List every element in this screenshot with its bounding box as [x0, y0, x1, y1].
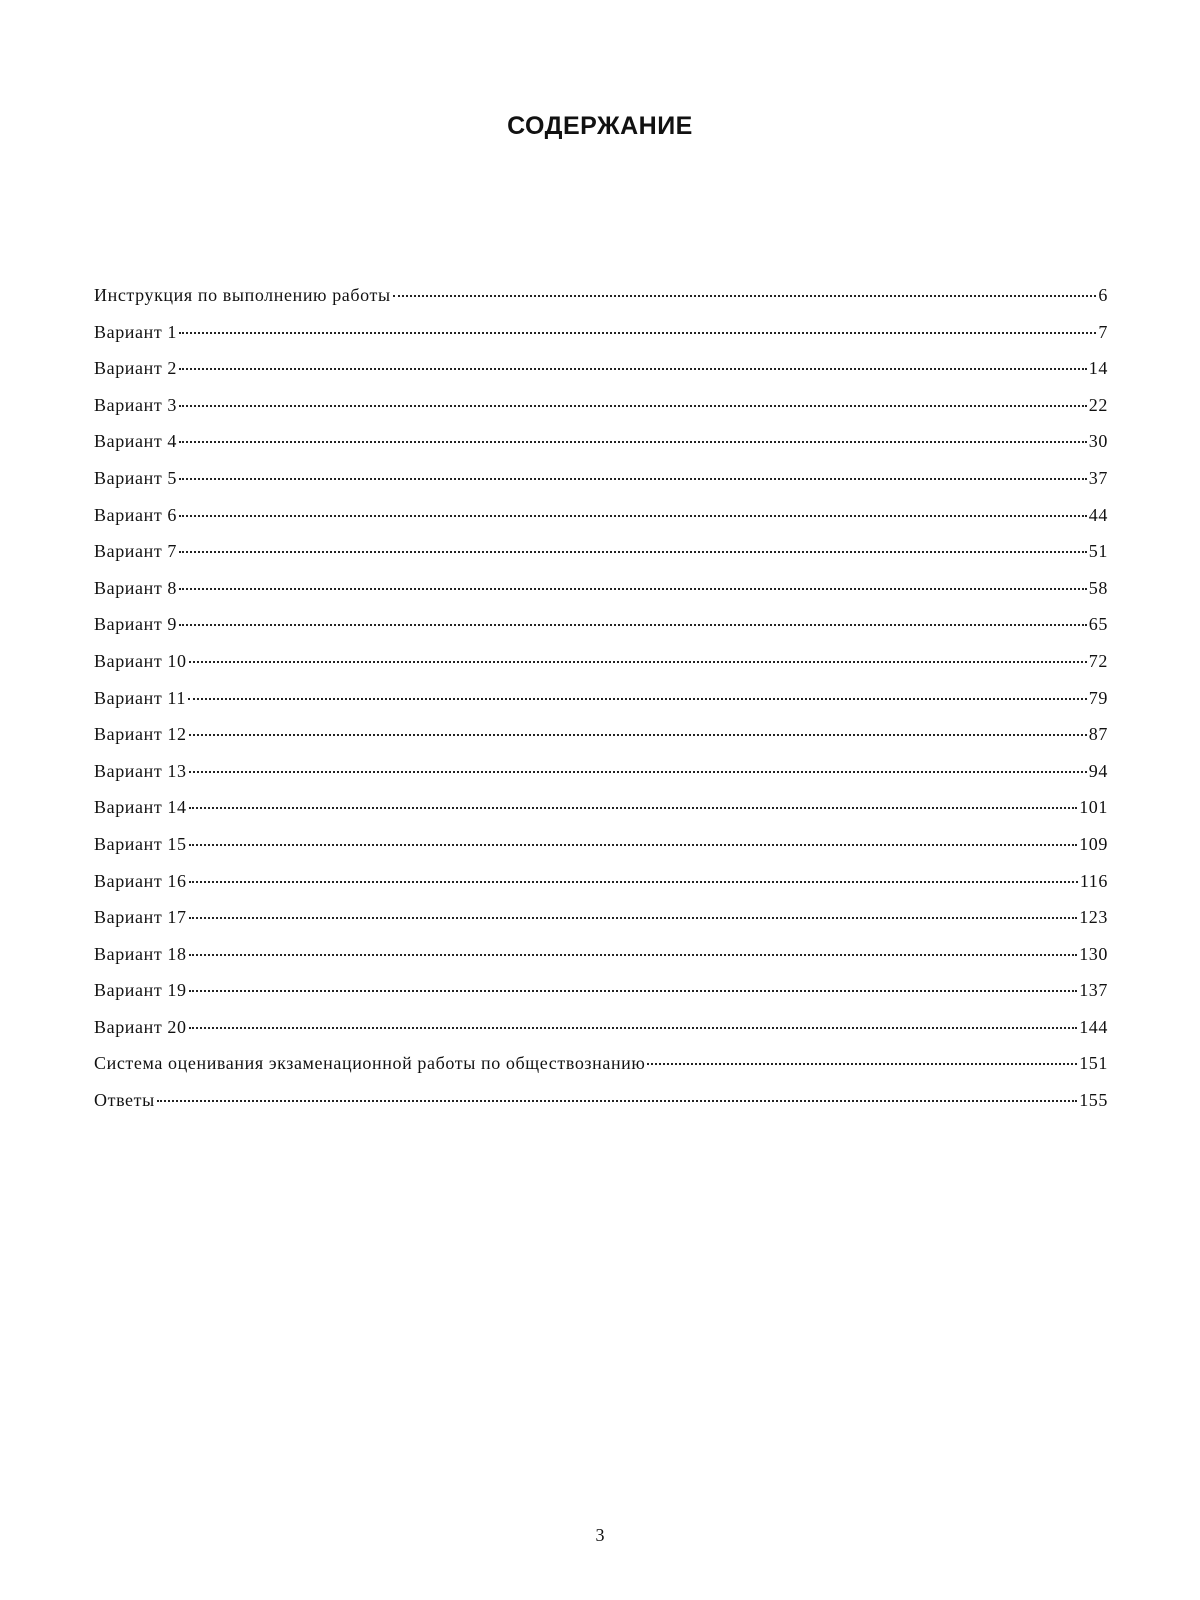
toc-entry-page: 14 — [1088, 358, 1108, 379]
toc-entry[interactable] — [94, 1053, 1108, 1090]
toc-entry-label: Вариант 16 — [94, 870, 187, 891]
toc-entry-label: Вариант 3 — [94, 394, 178, 415]
dot-leader — [189, 844, 1078, 846]
dot-leader — [179, 478, 1087, 480]
dot-leader — [189, 661, 1087, 663]
toc-entry-page: 30 — [1088, 431, 1108, 452]
toc-entry-label: Вариант 5 — [94, 467, 178, 488]
toc-entry-page: 137 — [1079, 980, 1108, 1001]
dot-leader — [189, 881, 1078, 883]
toc-entry[interactable] — [94, 797, 1108, 834]
dot-leader — [189, 917, 1078, 919]
toc-entry-label: Ответы — [94, 1090, 155, 1111]
dot-leader — [179, 441, 1087, 443]
toc-entry-page: 79 — [1088, 687, 1108, 708]
toc-entry-label: Вариант 17 — [94, 907, 187, 928]
toc-entry[interactable] — [94, 578, 1108, 615]
toc-entry-page: 123 — [1079, 907, 1108, 928]
toc-entry-page: 151 — [1079, 1053, 1108, 1074]
toc-entry-page: 155 — [1079, 1090, 1108, 1111]
toc-entry-label: Вариант 11 — [94, 687, 186, 708]
dot-leader — [179, 368, 1087, 370]
toc-entry-page: 116 — [1079, 870, 1108, 891]
dot-leader — [157, 1100, 1077, 1102]
toc-entry[interactable] — [94, 724, 1108, 761]
toc-entry-label: Вариант 15 — [94, 833, 187, 854]
dot-leader — [647, 1063, 1077, 1065]
toc-entry-page: 72 — [1088, 650, 1108, 671]
toc-entry[interactable] — [94, 1090, 1108, 1127]
toc-entry[interactable] — [94, 980, 1108, 1017]
toc-entry-page: 101 — [1079, 797, 1108, 818]
dot-leader — [179, 588, 1087, 590]
toc-entry-page: 109 — [1079, 833, 1108, 854]
dot-leader — [189, 807, 1078, 809]
toc-entry[interactable] — [94, 1017, 1108, 1054]
toc-entry-label: Вариант 8 — [94, 577, 178, 598]
table-of-contents — [94, 285, 1108, 1127]
dot-leader — [189, 990, 1078, 992]
dot-leader — [393, 295, 1097, 297]
toc-entry[interactable] — [94, 761, 1108, 798]
dot-leader — [189, 771, 1087, 773]
toc-entry-page: 37 — [1088, 467, 1108, 488]
toc-entry[interactable] — [94, 395, 1108, 432]
dot-leader — [179, 405, 1087, 407]
toc-entry[interactable] — [94, 651, 1108, 688]
toc-entry[interactable] — [94, 688, 1108, 725]
dot-leader — [189, 954, 1078, 956]
toc-entry-page: 6 — [1098, 285, 1108, 305]
dot-leader — [179, 624, 1087, 626]
toc-entry[interactable] — [94, 871, 1108, 908]
toc-entry[interactable] — [94, 944, 1108, 981]
toc-entry-label: Вариант 1 — [94, 321, 178, 342]
toc-entry[interactable] — [94, 541, 1108, 578]
dot-leader — [189, 734, 1087, 736]
toc-entry-label: Вариант 7 — [94, 541, 178, 562]
dot-leader — [179, 515, 1087, 517]
toc-entry-page: 7 — [1098, 321, 1108, 342]
toc-entry-label: Инструкция по выполнению работы — [94, 285, 391, 305]
toc-entry-label: Вариант 12 — [94, 724, 187, 745]
toc-entry-page: 94 — [1088, 760, 1108, 781]
toc-entry-label: Вариант 19 — [94, 980, 187, 1001]
toc-entry-label: Вариант 10 — [94, 650, 187, 671]
toc-entry-label: Вариант 2 — [94, 358, 178, 379]
dot-leader — [179, 332, 1096, 334]
toc-entry-label: Вариант 9 — [94, 614, 178, 635]
toc-entry-label: Вариант 4 — [94, 431, 178, 452]
toc-entry-page: 51 — [1088, 541, 1108, 562]
toc-entry-page: 144 — [1079, 1016, 1108, 1037]
page-number: 3 — [595, 1525, 605, 1545]
toc-entry[interactable] — [94, 468, 1108, 505]
dot-leader — [188, 698, 1087, 700]
toc-entry-label: Вариант 14 — [94, 797, 187, 818]
toc-entry[interactable] — [94, 322, 1108, 359]
toc-entry-label: Вариант 13 — [94, 760, 187, 781]
toc-entry-page: 65 — [1088, 614, 1108, 635]
toc-entry-page: 44 — [1088, 504, 1108, 525]
toc-entry-page: 58 — [1088, 577, 1108, 598]
dot-leader — [179, 551, 1087, 553]
toc-entry[interactable] — [94, 285, 1108, 322]
toc-entry[interactable] — [94, 614, 1108, 651]
toc-entry-label: Вариант 18 — [94, 943, 187, 964]
toc-entry-page: 87 — [1088, 724, 1108, 745]
toc-entry-page: 130 — [1079, 943, 1108, 964]
toc-entry[interactable] — [94, 907, 1108, 944]
toc-entry-label: Вариант 20 — [94, 1016, 187, 1037]
toc-entry[interactable] — [94, 505, 1108, 542]
toc-entry-label: Вариант 6 — [94, 504, 178, 525]
toc-entry[interactable] — [94, 431, 1108, 468]
toc-entry[interactable] — [94, 834, 1108, 871]
dot-leader — [189, 1027, 1078, 1029]
toc-entry-label: Система оценивания экзаменационной работы по обществознанию — [94, 1053, 646, 1074]
toc-entry-page: 22 — [1088, 394, 1108, 415]
toc-entry[interactable] — [94, 358, 1108, 395]
page-title: СОДЕРЖАНИЕ — [507, 112, 693, 140]
